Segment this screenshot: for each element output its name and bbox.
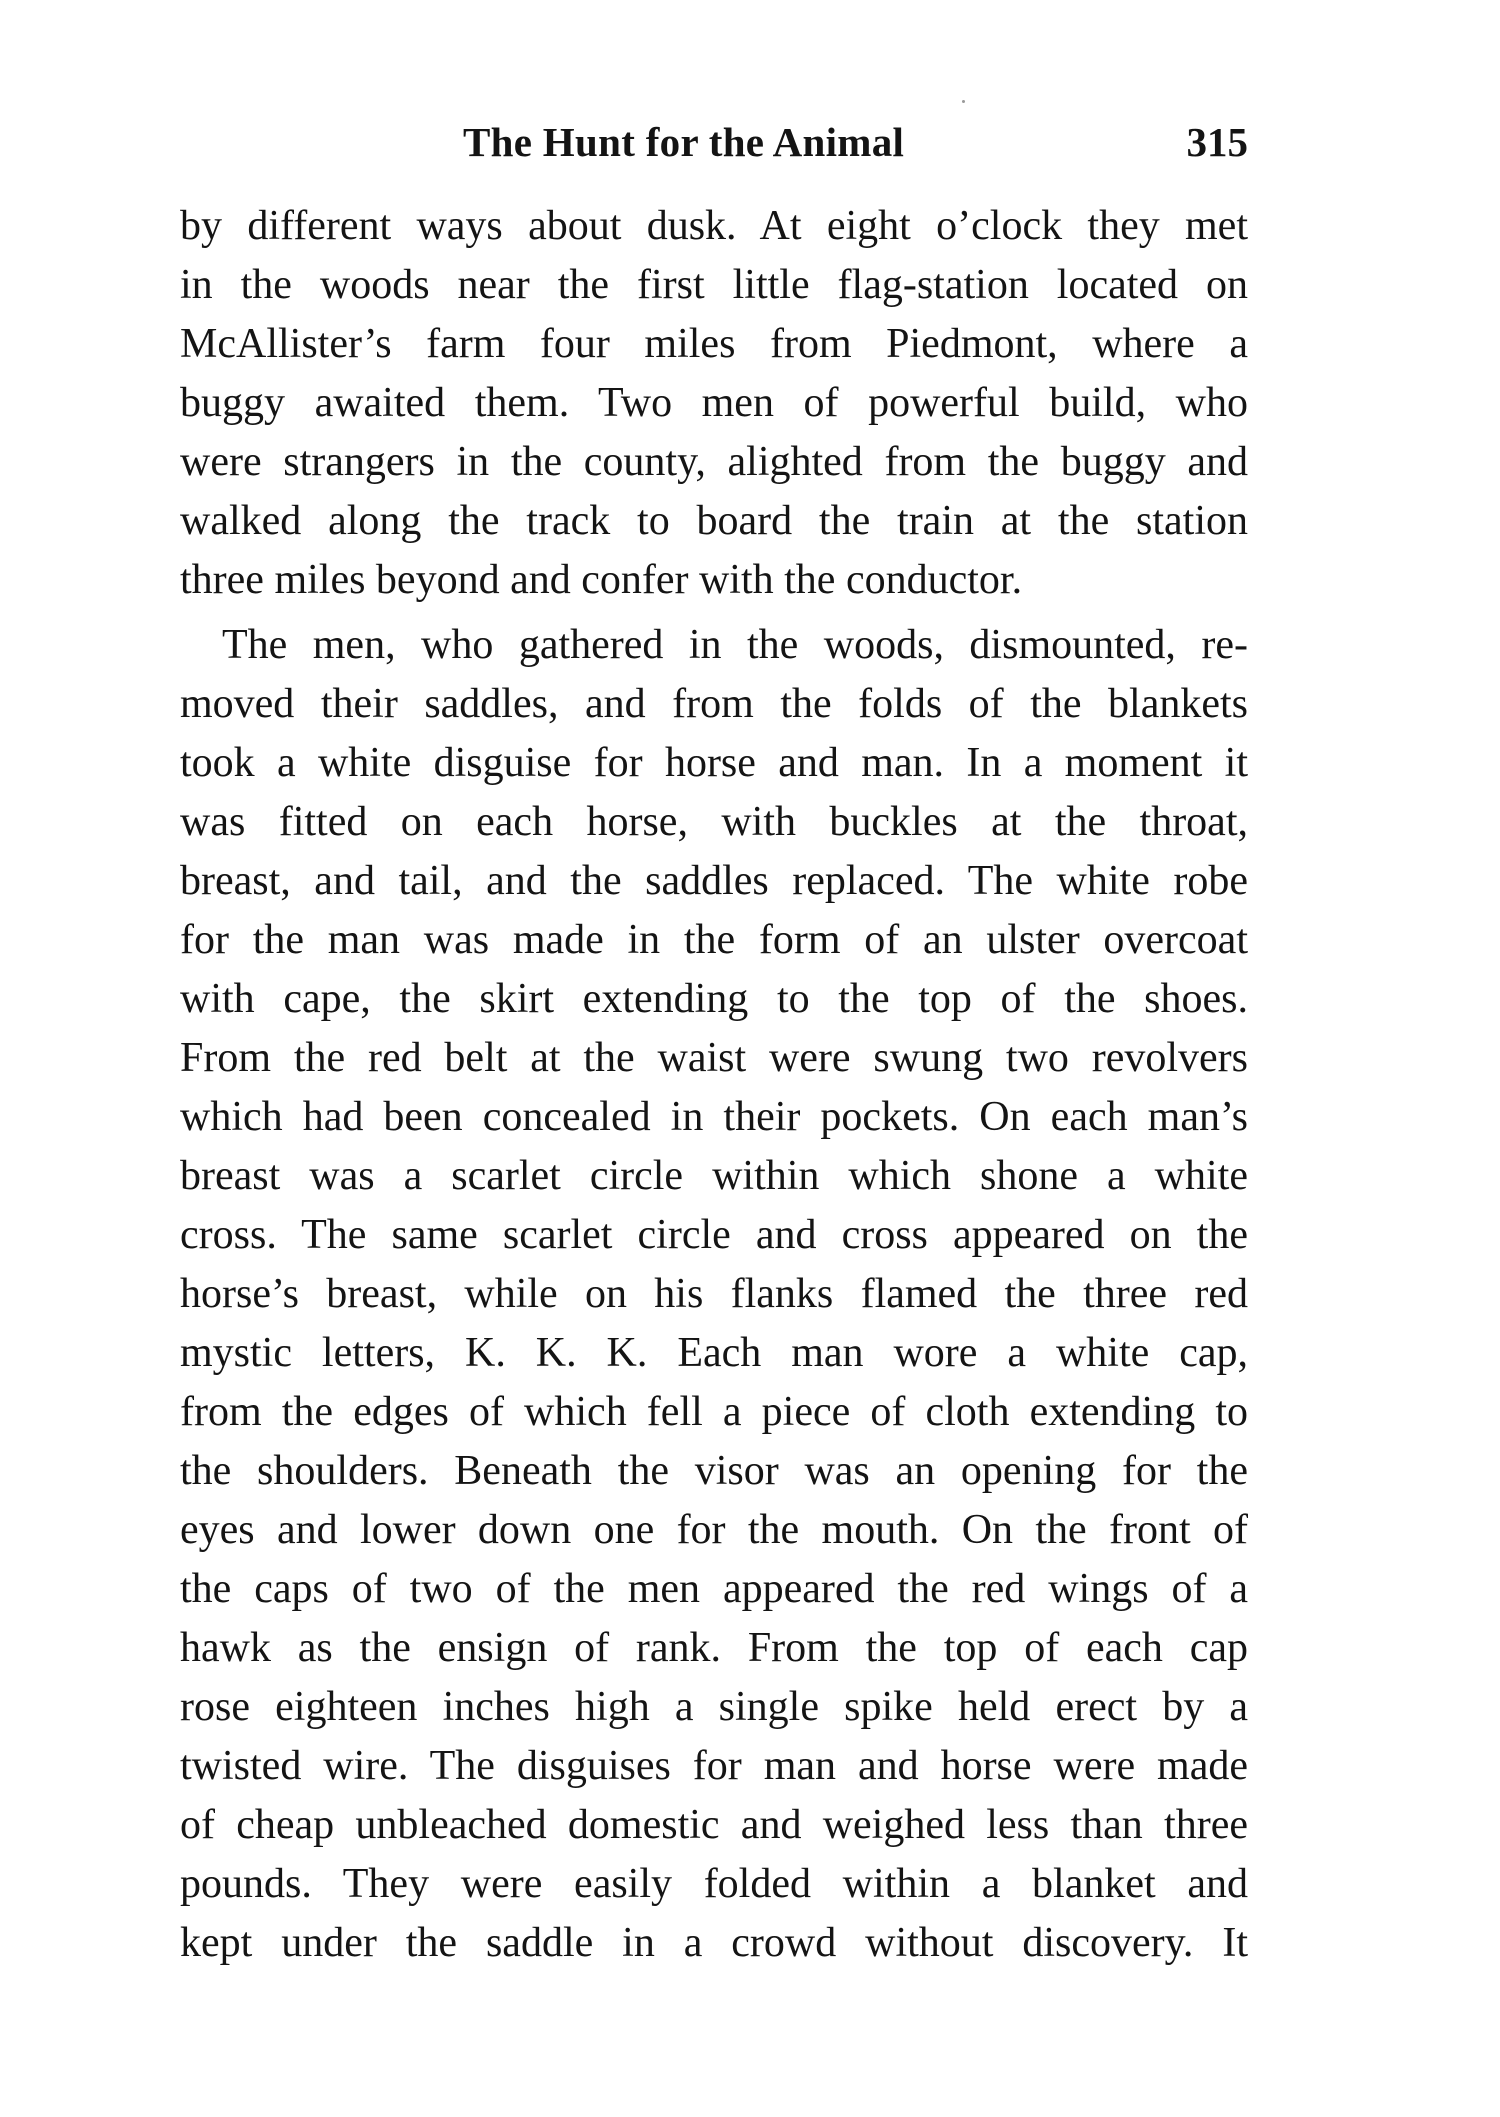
text-line: eyes and lower down one for the mouth. On the front of — [180, 1507, 1248, 1553]
text-line: with cape, the skirt extending to the top of the shoes. — [180, 976, 1248, 1022]
running-header — [180, 118, 1248, 174]
text-line: breast was a scarlet circle within which shone a white — [180, 1153, 1248, 1199]
page-number: 315 — [1186, 119, 1248, 165]
text-line: kept under the saddle in a crowd without discovery. It — [180, 1920, 1248, 1966]
running-title: The Hunt for the Animal — [463, 119, 905, 165]
text-line: walked along the track to board the train at the station — [180, 498, 1248, 544]
text-line: by different ways about dusk. At eight o’clock they met — [180, 203, 1248, 249]
text-line: mystic letters, K. K. K. Each man wore a white cap, — [180, 1330, 1248, 1376]
text-line: buggy awaited them. Two men of powerful build, who — [180, 380, 1248, 426]
text-line: for the man was made in the form of an ulster overcoat — [180, 917, 1248, 963]
text-line: from the edges of which fell a piece of cloth extending to — [180, 1389, 1248, 1435]
text-line: pounds. They were easily folded within a blanket and — [180, 1861, 1248, 1907]
text-line: of cheap unbleached domestic and weighed less than three — [180, 1802, 1248, 1848]
text-line: moved their saddles, and from the folds of the blankets — [180, 681, 1248, 727]
text-line: From the red belt at the waist were swung two revolvers — [180, 1035, 1248, 1081]
text-line: horse’s breast, while on his flanks flamed the three red — [180, 1271, 1248, 1317]
text-line: hawk as the ensign of rank. From the top of each cap — [180, 1625, 1248, 1671]
paragraph-2 — [180, 616, 1248, 1973]
body-text — [180, 197, 1248, 1973]
text-line: took a white disguise for horse and man. In a moment it — [180, 740, 1248, 786]
text-line: were strangers in the county, alighted from the buggy and — [180, 439, 1248, 485]
text-line: in the woods near the first little flag-station located on — [180, 262, 1248, 308]
text-line: the caps of two of the men appeared the red wings of a — [180, 1566, 1248, 1612]
ink-speck — [962, 100, 965, 103]
text-line: three miles beyond and confer with the conductor. — [180, 557, 1023, 603]
text-line: was fitted on each horse, with buckles at the throat, — [180, 799, 1248, 845]
text-line: which had been concealed in their pockets. On each man’s — [180, 1094, 1248, 1140]
text-line: McAllister’s farm four miles from Piedmont, where a — [180, 321, 1248, 367]
paragraph-1 — [180, 197, 1248, 610]
text-line: rose eighteen inches high a single spike held erect by a — [180, 1684, 1248, 1730]
text-line: the shoulders. Beneath the visor was an opening for the — [180, 1448, 1248, 1494]
text-line: breast, and tail, and the saddles replaced. The white robe — [180, 858, 1248, 904]
text-line: cross. The same scarlet circle and cross appeared on the — [180, 1212, 1248, 1258]
text-line: twisted wire. The disguises for man and horse were made — [180, 1743, 1248, 1789]
text-line: The men, who gathered in the woods, dismounted, re- — [222, 622, 1248, 668]
